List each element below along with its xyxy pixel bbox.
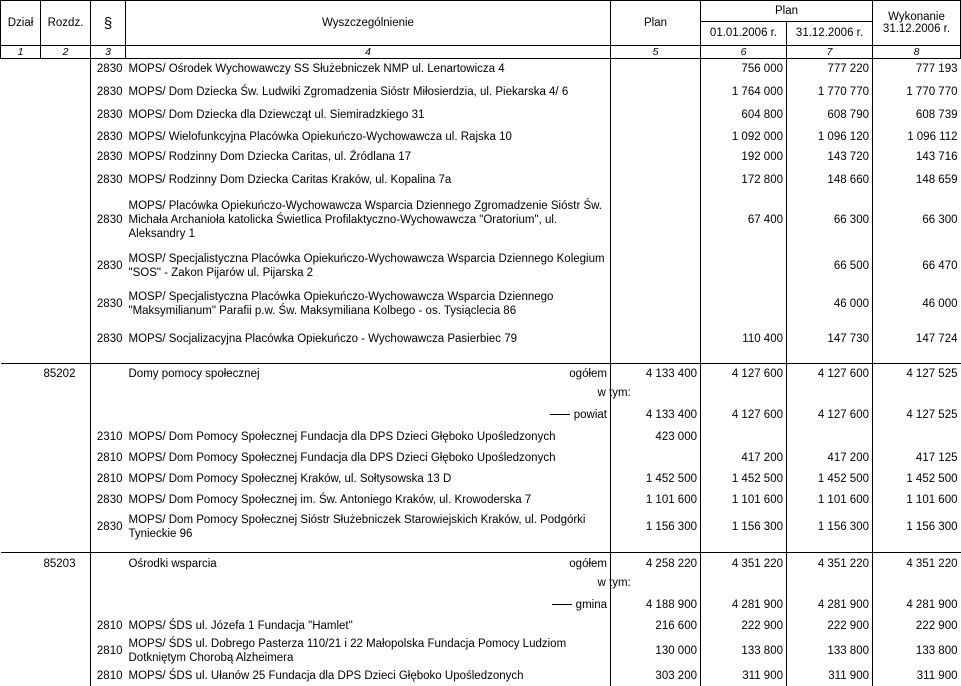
execution-value: 4 127 525	[873, 363, 961, 385]
row-description: MOPS/ Dom Pomocy Społecznej Fundacja dla DPS Dzieci Głęboko Upośledzonych	[126, 447, 611, 468]
execution-value: 1 156 300	[906, 521, 958, 533]
header-row	[1, 1, 961, 46]
header-plan-date1: 01.01.2006 r.	[701, 22, 787, 45]
section-title-cell	[126, 363, 611, 385]
plan-start-value: 192 000	[701, 147, 787, 168]
execution-value: 777 193	[915, 63, 958, 76]
row-description: MOPS/ Dom Pomocy Społecznej Fundacja dla DPS Dzieci Głęboko Upośledzonych	[126, 426, 611, 447]
plan-start-value: 67 400	[701, 192, 787, 248]
plan-end-value: 1 096 120	[787, 127, 873, 147]
header-plan-group-label: Plan	[701, 1, 872, 22]
row-description: MOPS/ ŚDS ul. Józefa 1 Fundacja "Hamlet"	[126, 616, 611, 636]
plan-start-value: 4 351 220	[701, 553, 787, 575]
colnum: 6	[701, 46, 787, 59]
plan-start-value: 4 281 900	[701, 594, 787, 616]
row-description: MOPS/ Placówka Opiekuńczo-Wychowawcza Wsparcia Dziennego Zgromadzenie Sióstr Św. Michała Archanioła katolicka Świetlica Profilaktyczno-Wychowawcza "Oratorium", ul. Aleksandry 1	[126, 192, 611, 248]
execution-value	[873, 426, 961, 447]
table-row	[1, 489, 961, 510]
execution-value: 46 000	[922, 297, 958, 310]
total-label: ogółem	[569, 557, 607, 570]
plan-end-value: 133 800	[787, 636, 873, 666]
subtotal-row	[1, 594, 961, 616]
plan-end-value: 4 351 220	[787, 553, 873, 575]
plan-start-value: 1 764 000	[701, 80, 787, 104]
paragraph-code: 2810	[96, 669, 123, 682]
plan-value: 1 101 600	[611, 489, 701, 510]
plan-value: 303 200	[611, 666, 701, 686]
execution-value: 4 127 525	[906, 409, 958, 421]
table-row	[1, 127, 961, 147]
execution-value: 1 452 500	[906, 472, 958, 485]
plan-start-value: 133 800	[701, 636, 787, 666]
plan-start-value: 311 900	[701, 666, 787, 686]
row-description: MOPS/ ŚDS ul. Ułanów 25 Fundacja dla DPS Dzieci Głęboko Upośledzonych	[126, 666, 611, 686]
section-title: Ośrodki wsparcia	[128, 557, 217, 570]
dash-mark	[550, 414, 570, 415]
header-wykonanie-label: Wykonanie	[888, 11, 945, 23]
subtotal-label: gmina	[575, 598, 607, 611]
table-row	[1, 80, 961, 104]
plan-end-value: 4 127 600	[787, 404, 873, 426]
plan-end-value: 148 660	[787, 168, 873, 192]
table-row	[1, 510, 961, 544]
total-label: ogółem	[569, 368, 607, 381]
table-row	[1, 192, 961, 248]
header-wykonanie-date: 31.12.2006 r.	[882, 23, 951, 35]
plan-end-value: 777 220	[787, 59, 873, 80]
plan-start-value: 222 900	[701, 616, 787, 636]
header-plan-group	[701, 1, 873, 46]
plan-start-value: 604 800	[701, 104, 787, 127]
paragraph-code: 2830	[96, 109, 123, 121]
execution-value: 311 900	[916, 669, 958, 682]
execution-value: 66 300	[922, 213, 958, 226]
header-paragraph: §	[91, 1, 126, 46]
row-description: MOPS/ Dom Dziecka Św. Ludwiki Zgromadzenia Sióstr Miłosierdzia, ul. Piekarska 4/ 6	[126, 80, 611, 104]
table-row	[1, 666, 961, 686]
plan-end-value: 311 900	[787, 666, 873, 686]
paragraph-code: 2830	[96, 297, 123, 310]
table-row	[1, 636, 961, 666]
header-dzial: Dział	[1, 1, 41, 46]
plan-start-value: 4 127 600	[701, 404, 787, 426]
plan-value: 4 258 220	[611, 553, 701, 575]
table-row	[1, 59, 961, 80]
table-row	[1, 616, 961, 636]
table-row	[1, 447, 961, 468]
paragraph-code: 2830	[96, 521, 123, 533]
table-row	[1, 285, 961, 323]
execution-value: 147 724	[915, 332, 958, 345]
top-rows	[1, 59, 961, 355]
plan-end-value: 66 300	[787, 192, 873, 248]
colnum: 8	[873, 46, 961, 59]
plan-end-value: 1 156 300	[787, 510, 873, 544]
header-plan: Plan	[611, 1, 701, 46]
paragraph-code: 2830	[96, 493, 123, 506]
paragraph-code: 2830	[96, 173, 123, 186]
plan-value: 216 600	[611, 616, 701, 636]
paragraph-code: 2830	[96, 332, 123, 345]
execution-value: 148 659	[915, 173, 958, 186]
execution-value: 1 101 600	[906, 493, 958, 506]
table-row	[1, 426, 961, 447]
plan-start-value: 110 400	[701, 323, 787, 355]
column-number-row	[1, 46, 961, 59]
plan-start-value: 756 000	[701, 59, 787, 80]
execution-value: 1 096 112	[907, 130, 958, 143]
colnum: 3	[91, 46, 126, 59]
w-tym-label: w tym:	[597, 387, 631, 399]
colnum: 1	[1, 46, 41, 59]
table-row	[1, 168, 961, 192]
plan-value	[611, 447, 701, 468]
plan-start-value	[701, 285, 787, 323]
table-row	[1, 323, 961, 355]
plan-value: 4 133 400	[611, 404, 701, 426]
plan-end-value: 143 720	[787, 147, 873, 168]
section-total-row	[1, 553, 961, 575]
row-description: MOPS/ Dom Pomocy Społecznej Kraków, ul. Sołtysowska 13 D	[126, 468, 611, 489]
w-tym-label: w tym:	[597, 576, 631, 589]
plan-start-value: 1 101 600	[701, 489, 787, 510]
plan-end-value: 1 452 500	[787, 468, 873, 489]
plan-start-value	[701, 426, 787, 447]
execution-value: 133 800	[915, 644, 958, 657]
execution-value: 4 351 220	[873, 553, 961, 575]
plan-start-value: 1 156 300	[701, 510, 787, 544]
execution-value: 1 770 770	[906, 85, 958, 98]
colnum: 7	[787, 46, 873, 59]
paragraph-code: 2830	[96, 130, 123, 143]
plan-end-value: 222 900	[787, 616, 873, 636]
header-rozdz: Rozdz.	[41, 1, 91, 46]
table-row	[1, 248, 961, 285]
row-description: MOPS/ Rodzinny Dom Dziecka Caritas Kraków, ul. Kopalina 7a	[126, 168, 611, 192]
plan-value: 4 133 400	[611, 363, 701, 385]
plan-end-value: 4 127 600	[787, 363, 873, 385]
header-plan-date2: 31.12.2006 r.	[795, 27, 864, 39]
subtotal-label: powiat	[573, 409, 607, 421]
plan-value: 130 000	[611, 636, 701, 666]
plan-start-value: 1 452 500	[701, 468, 787, 489]
plan-start-value: 417 200	[701, 447, 787, 468]
row-description: MOPS/ Ośrodek Wychowawczy SS Służebniczek NMP ul. Lenartowicza 4	[126, 59, 611, 80]
w-tym-row	[1, 575, 961, 594]
row-description: MOSP/ Specjalistyczna Placówka Opiekuńczo-Wychowawcza Wsparcia Dziennego Kolegium "SOS" - Zakon Pijarów ul. Pijarska 2	[126, 248, 611, 285]
section-85202	[1, 355, 961, 545]
execution-value: 66 470	[922, 260, 958, 272]
plan-end-value: 66 500	[787, 248, 873, 285]
paragraph-code: 2810	[96, 619, 123, 632]
section-title-cell	[126, 553, 611, 575]
row-description: MOPS/ Socjalizacyjna Placówka Opiekuńczo - Wychowawcza Pasierbiec 79	[126, 323, 611, 355]
paragraph-code: 2830	[96, 260, 123, 272]
header-wykonanie	[873, 1, 961, 46]
colnum: 4	[126, 46, 611, 59]
plan-start-value: 172 800	[701, 168, 787, 192]
paragraph-code: 2810	[96, 451, 123, 464]
section-title: Domy pomocy społecznej	[128, 368, 260, 381]
execution-value: 4 281 900	[906, 598, 958, 611]
paragraph-code: 2830	[96, 85, 123, 98]
plan-start-value	[701, 248, 787, 285]
paragraph-code: 2830	[96, 63, 123, 76]
plan-value: 1 452 500	[611, 468, 701, 489]
section-code: 85203	[41, 553, 91, 575]
table-row	[1, 104, 961, 127]
row-description: MOPS/ Wielofunkcyjna Placówka Opiekuńczo-Wychowawcza ul. Rajska 10	[126, 127, 611, 147]
paragraph-code: 2810	[96, 644, 123, 657]
colnum: 2	[41, 46, 91, 59]
paragraph-code: 2810	[96, 472, 123, 485]
execution-value: 222 900	[915, 619, 958, 632]
section-code: 85202	[41, 363, 91, 385]
row-description: MOPS/ Dom Pomocy Społecznej im. Św. Antoniego Kraków, ul. Krowoderska 7	[126, 489, 611, 510]
paragraph-code: 2310	[96, 430, 123, 443]
paragraph-code: 2830	[96, 213, 123, 226]
paragraph-code: 2830	[96, 151, 123, 163]
colnum: 5	[611, 46, 701, 59]
header-wyszczegolnienie: Wyszczególnienie	[126, 1, 611, 46]
row-description: MOSP/ Specjalistyczna Placówka Opiekuńczo-Wychowawcza Wsparcia Dziennego "Maksymilianum" Parafii p.w. Św. Maksymiliana Kolbego - os. Tysiąclecia 86	[126, 285, 611, 323]
dash-mark	[552, 604, 572, 605]
plan-start-value: 4 127 600	[701, 363, 787, 385]
table-row	[1, 147, 961, 168]
execution-value: 417 125	[915, 451, 958, 464]
subtotal-row	[1, 404, 961, 426]
plan-value: 4 188 900	[611, 594, 701, 616]
row-description: MOPS/ Rodzinny Dom Dziecka Caritas, ul. Źródlana 17	[126, 147, 611, 168]
plan-value: 423 000	[611, 426, 701, 447]
section-total-row	[1, 363, 961, 385]
plan-end-value: 147 730	[787, 323, 873, 355]
execution-value: 143 716	[915, 151, 958, 163]
plan-end-value: 1 101 600	[787, 489, 873, 510]
row-description: MOPS/ ŚDS ul. Dobrego Pasterza 110/21 i 22 Małopolska Fundacja Pomocy Ludziom Dotkniętym Chorobą Alzheimera	[126, 636, 611, 666]
plan-value: 1 156 300	[611, 510, 701, 544]
execution-value: 608 739	[915, 109, 958, 121]
w-tym-row	[1, 385, 961, 404]
plan-end-value: 1 770 770	[787, 80, 873, 104]
plan-start-value: 1 092 000	[701, 127, 787, 147]
table-row	[1, 468, 961, 489]
plan-end-value: 608 790	[787, 104, 873, 127]
section-85203	[1, 544, 961, 686]
plan-end-value: 46 000	[787, 285, 873, 323]
row-description: MOPS/ Dom Pomocy Społecznej Sióstr Służebniczek Starowiejskich Kraków, ul. Podgórki Tynieckie 96	[126, 510, 611, 544]
plan-end-value: 4 281 900	[787, 594, 873, 616]
plan-end-value	[787, 426, 873, 447]
row-description: MOPS/ Dom Dziecka dla Dziewcząt ul. Siemiradzkiego 31	[126, 104, 611, 127]
plan-end-value: 417 200	[787, 447, 873, 468]
